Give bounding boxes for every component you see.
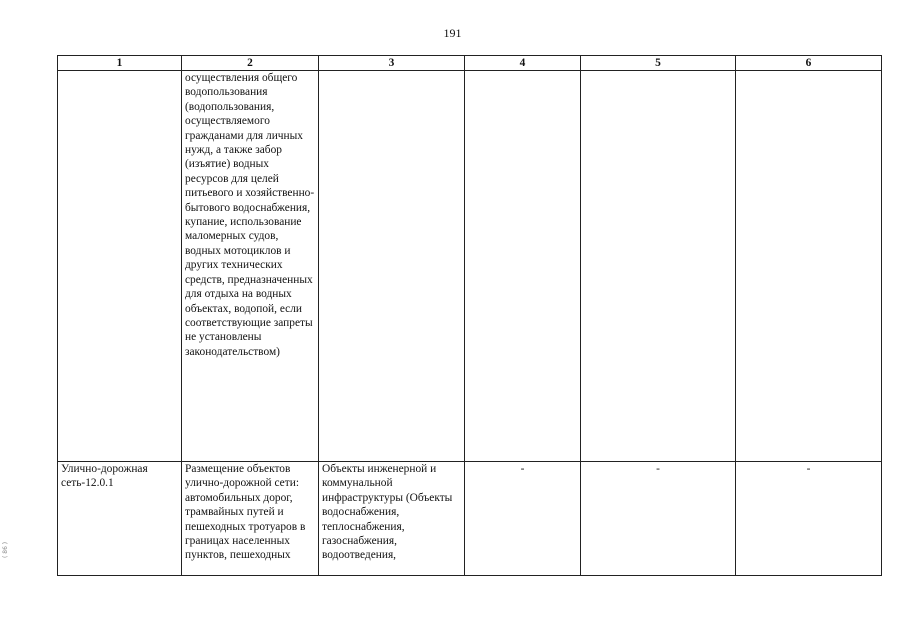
cell-auxiliary-use: Объекты инженерной и коммунальной инфраструктуры (Объекты водоснабжения, теплоснабжения, газоснабжения, водоотведения,	[319, 462, 465, 576]
cell-land-use-name: Улично-дорожная сеть-12.0.1	[58, 462, 182, 576]
cell-col-4	[465, 71, 581, 462]
cell-description: осуществления общего водопользования (водопользования, осуществляемого гражданами для личных нужд, а также забор (изъятие) водных ресурсов для целей питьевого и хозяйственно-бытового водоснабжения, купание, использование маломерных судов, водных мотоциклов и других технических средств, предназначенных для отдыха на водных объектах, водопой, если соответствующие запреты не установлены законодательством)	[182, 71, 319, 462]
column-header-5: 5	[581, 56, 736, 71]
cell-col-6: -	[736, 462, 882, 576]
cell-col-6	[736, 71, 882, 462]
column-header-4: 4	[465, 56, 581, 71]
cell-description: Размещение объектов улично-дорожной сети: автомобильных дорог, трамвайных путей и пешеходных тротуаров в границах населенных пунктов, пешеходных	[182, 462, 319, 576]
document-table	[57, 55, 882, 576]
cell-col-5	[581, 71, 736, 462]
side-margin-mark: ( 86 )	[2, 541, 9, 558]
cell-col-5: -	[581, 462, 736, 576]
page-number: 191	[443, 26, 462, 40]
column-header-2: 2	[182, 56, 319, 71]
table-header-row	[58, 56, 882, 71]
column-header-6: 6	[736, 56, 882, 71]
cell-auxiliary-use	[319, 71, 465, 462]
table-row	[58, 462, 882, 576]
column-header-3: 3	[319, 56, 465, 71]
table-row	[58, 71, 882, 462]
cell-col-4: -	[465, 462, 581, 576]
cell-land-use-name	[58, 71, 182, 462]
column-header-1: 1	[58, 56, 182, 71]
